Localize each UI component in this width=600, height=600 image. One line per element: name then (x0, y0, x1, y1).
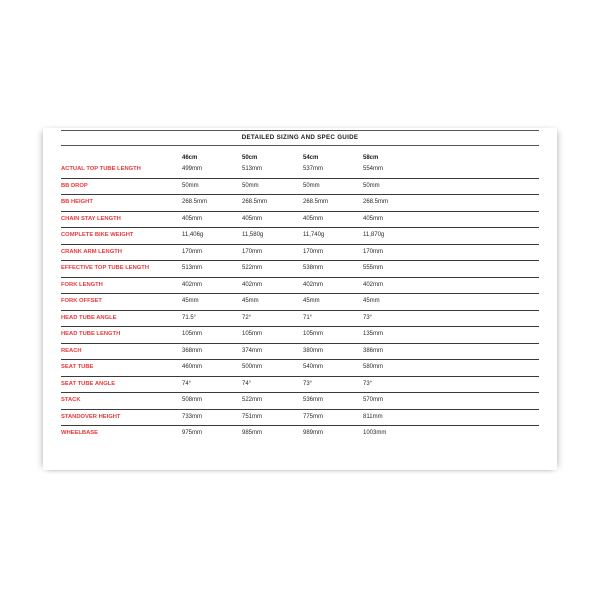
table-row (61, 426, 539, 442)
table-row (61, 179, 539, 196)
spec-value: 268.5mm (182, 199, 208, 205)
spec-label: EFFECTIVE TOP TUBE LENGTH (61, 265, 150, 271)
spec-value: 11,580g (242, 232, 264, 238)
spec-label: BB DROP (61, 182, 88, 189)
table-row (61, 311, 539, 328)
spec-value: 500mm (242, 364, 263, 370)
spec-label: SEAT TUBE (61, 364, 94, 370)
spec-value: 975mm (182, 430, 203, 436)
spec-value: 402mm (303, 281, 324, 288)
spec-value: 402mm (363, 281, 384, 288)
spec-value: 170mm (303, 248, 324, 255)
spec-value: 751mm (242, 413, 263, 420)
spec-value: 74° (182, 380, 192, 387)
title-divider (61, 145, 539, 146)
spec-value: 45mm (303, 298, 320, 304)
spec-value: 522mm (242, 397, 263, 403)
spec-value: 11,870g (363, 232, 385, 238)
table-row (61, 294, 539, 311)
spec-value: 380mm (303, 347, 324, 354)
spec-value: 733mm (182, 413, 203, 420)
spec-value: 405mm (182, 215, 203, 222)
page-title: DETAILED SIZING AND SPEC GUIDE (241, 134, 359, 141)
spec-value: 540mm (303, 364, 324, 370)
spec-value: 1003mm (363, 430, 387, 436)
spec-label: REACH (61, 347, 82, 354)
spec-value: 775mm (303, 413, 324, 420)
spec-value: 135mm (363, 331, 384, 337)
spec-label: CRANK ARM LENGTH (61, 248, 122, 255)
spec-label: BB HEIGHT (61, 199, 93, 205)
spec-value: 386mm (363, 347, 384, 354)
spec-label: FORK LENGTH (61, 281, 103, 288)
spec-label: COMPLETE BIKE WEIGHT (61, 232, 134, 238)
spec-value: 71° (303, 314, 313, 321)
spec-value: 71.5° (182, 314, 197, 321)
spec-value: 268.5mm (363, 199, 389, 205)
spec-label: CHAIN STAY LENGTH (61, 215, 121, 222)
size-header: 58cm (363, 155, 379, 161)
table-row (61, 245, 539, 262)
spec-value: 73° (303, 380, 313, 387)
spec-label: STANDOVER HEIGHT (61, 413, 121, 420)
spec-label: HEAD TUBE ANGLE (61, 314, 117, 321)
spec-value: 811mm (363, 413, 383, 420)
spec-value: 405mm (242, 215, 263, 222)
spec-value: 374mm (242, 347, 263, 354)
spec-value: 499mm (182, 166, 203, 172)
table-row (61, 344, 539, 361)
spec-value: 538mm (303, 265, 324, 271)
spec-value: 105mm (242, 331, 263, 337)
spec-value: 522mm (242, 265, 263, 271)
spec-value: 45mm (182, 298, 199, 304)
spec-value: 105mm (303, 331, 324, 337)
top-divider (61, 130, 539, 131)
spec-value: 536mm (303, 397, 324, 403)
table-row (61, 162, 539, 179)
spec-value: 170mm (242, 248, 263, 255)
spec-value: 405mm (303, 215, 324, 222)
spec-value: 402mm (182, 281, 203, 288)
spec-value: 508mm (182, 397, 203, 403)
table-row (61, 261, 539, 278)
spec-value: 45mm (242, 298, 259, 304)
spec-value: 268.5mm (303, 199, 329, 205)
spec-value: 50mm (182, 182, 199, 189)
spec-label: WHEELBASE (61, 430, 99, 436)
table-row (61, 393, 539, 410)
table-row (61, 278, 539, 295)
spec-label: SEAT TUBE ANGLE (61, 380, 116, 387)
spec-value: 405mm (363, 215, 384, 222)
spec-value: 11,740g (303, 232, 325, 238)
spec-value: 989mm (303, 430, 324, 436)
spec-value: 50mm (242, 182, 259, 189)
spec-value: 72° (242, 314, 252, 321)
table-row (61, 212, 539, 229)
spec-value: 985mm (242, 430, 263, 436)
spec-value: 11,406g (182, 232, 204, 238)
spec-label: FORK OFFSET (61, 298, 102, 304)
spec-value: 268.5mm (242, 199, 268, 205)
spec-value: 402mm (242, 281, 263, 288)
table-row (61, 410, 539, 427)
spec-value: 105mm (182, 331, 203, 337)
size-header: 50cm (242, 155, 258, 161)
spec-table (61, 162, 539, 442)
spec-value: 74° (242, 380, 252, 387)
spec-value: 50mm (303, 182, 320, 189)
spec-value: 73° (363, 314, 373, 321)
spec-label: STACK (61, 397, 81, 403)
size-header: 46cm (182, 155, 198, 161)
spec-value: 170mm (182, 248, 203, 255)
spec-value: 513mm (242, 166, 263, 172)
spec-value: 45mm (363, 298, 380, 304)
spec-value: 554mm (363, 166, 384, 172)
spec-value: 580mm (363, 364, 384, 370)
spec-value: 73° (363, 380, 373, 387)
table-row (61, 195, 539, 212)
spec-label: ACTUAL TOP TUBE LENGTH (61, 166, 141, 172)
spec-value: 570mm (363, 397, 384, 403)
spec-label: HEAD TUBE LENGTH (61, 331, 121, 337)
table-row (61, 360, 539, 377)
spec-value: 555mm (363, 265, 384, 271)
table-row (61, 228, 539, 245)
spec-value: 368mm (182, 347, 203, 354)
spec-value: 50mm (363, 182, 380, 189)
spec-value: 537mm (303, 166, 324, 172)
table-row (61, 377, 539, 394)
spec-value: 170mm (363, 248, 384, 255)
spec-value: 513mm (182, 265, 203, 271)
spec-value: 460mm (182, 364, 203, 370)
size-header: 54cm (303, 155, 319, 161)
table-row (61, 327, 539, 344)
